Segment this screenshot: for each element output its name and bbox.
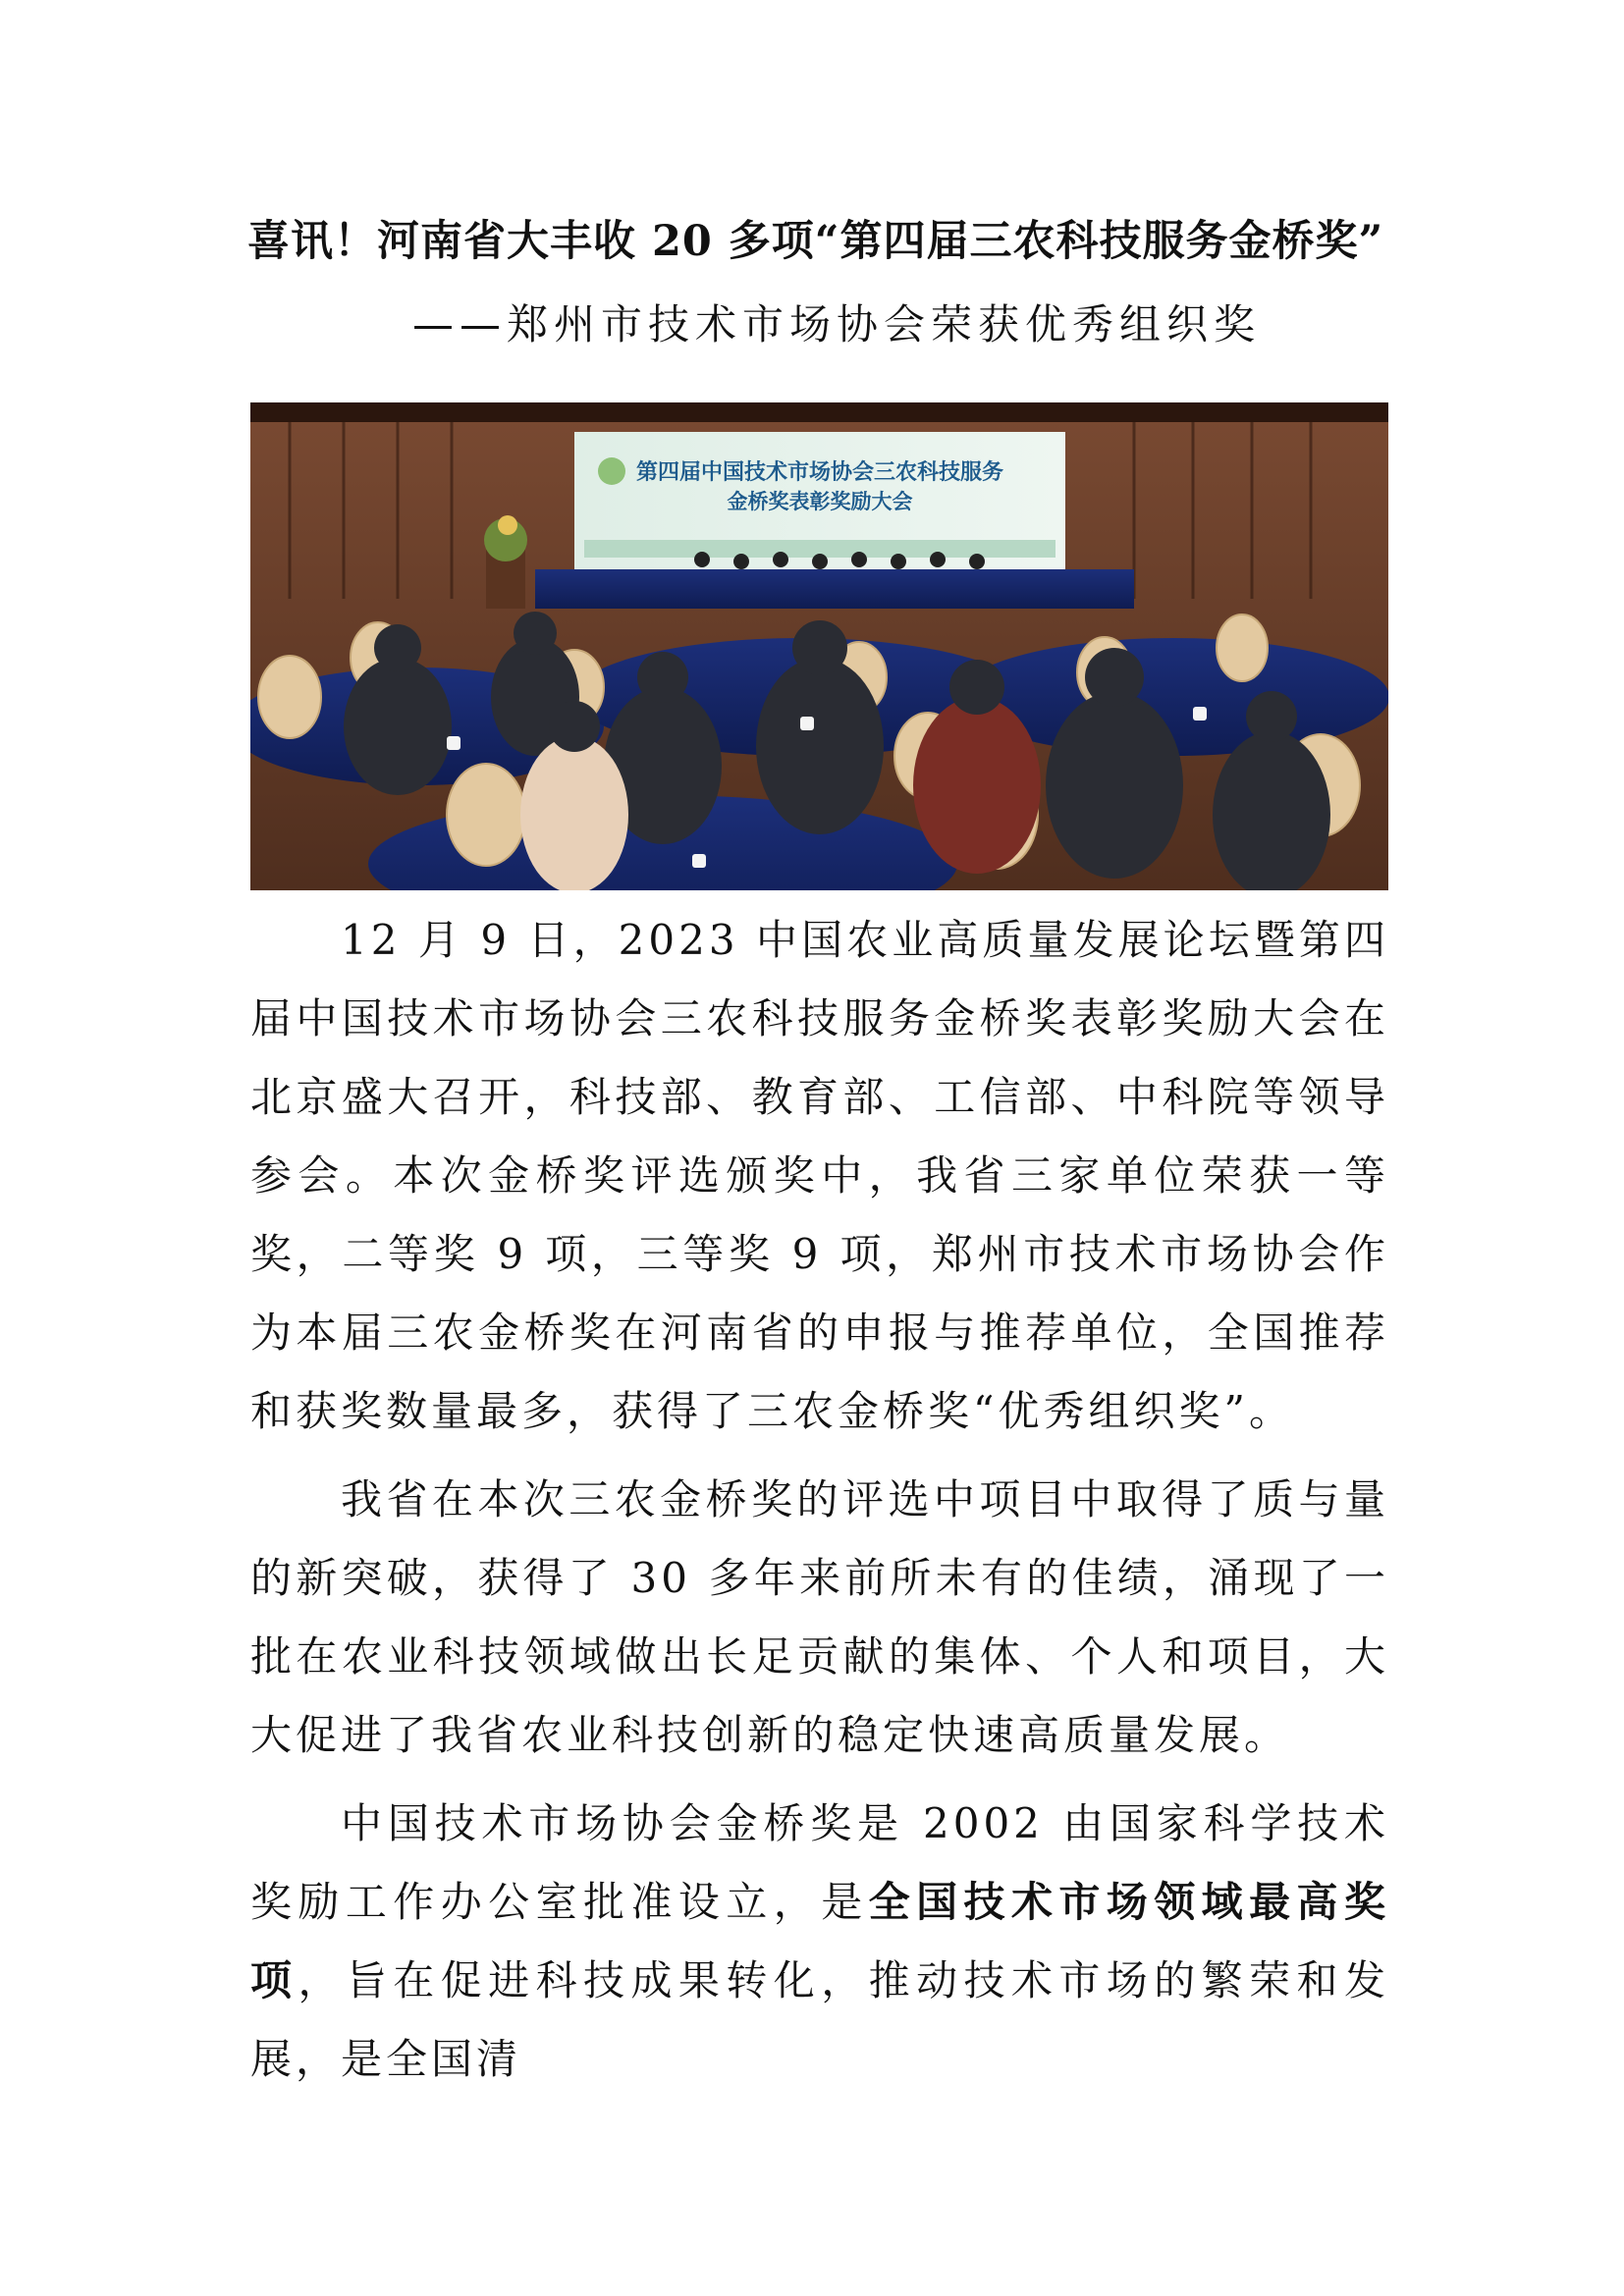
paragraph-3 (250, 1785, 1389, 2099)
document-subtitle: ——郑州市技术市场协会荣获优秀组织奖 (411, 300, 1261, 348)
paragraph-1: 12 月 9 日，2023 中国农业高质量发展论坛暨第四届中国技术市场协会三农科技服务金桥奖表彰奖励大会在北京盛大召开，科技部、教育部、工信部、中科院等领导参会。本次金桥奖评选颁奖中，我省三家单位荣获一等奖，二等奖 9 项，三等奖 9 项，郑州市技术市场协会作为本届三农金桥奖在河南省的申报与推荐单位，全国推荐和获奖数量最多，获得了三农金桥奖“优秀组织奖”。 (250, 916, 1389, 1435)
backdrop-line2: 金桥奖表彰奖励大会 (727, 490, 913, 513)
paragraph-3-text-end: ，旨在促进科技成果转化，推动技术市场的繁荣和发展，是全国清 (250, 1956, 1389, 2083)
backdrop-line1: 第四届中国技术市场协会三农科技服务 (635, 460, 1004, 485)
paragraph-2: 我省在本次三农金桥奖的评选中项目中取得了质与量的新突破，获得了 30 多年来前所未有的佳绩，涌现了一批在农业科技领域做出长足贡献的集体、个人和项目，大大促进了我省农业科技创新的稳定快速高质量发展。 (250, 1475, 1389, 1759)
document-title: 喜讯！河南省大丰收 20 多项“第四届三农科技服务金桥奖” (247, 217, 1384, 266)
article-body (250, 901, 1389, 2109)
paragraph-3-text: 中国技术市场协会金桥奖是 2002 由国家科学技术奖励工作办公室批准设立，是 (250, 1799, 1389, 1926)
conference-photo (250, 402, 1388, 890)
highlighted-phrase: 全国技术市场领域最高奖项 (250, 1878, 1389, 2004)
